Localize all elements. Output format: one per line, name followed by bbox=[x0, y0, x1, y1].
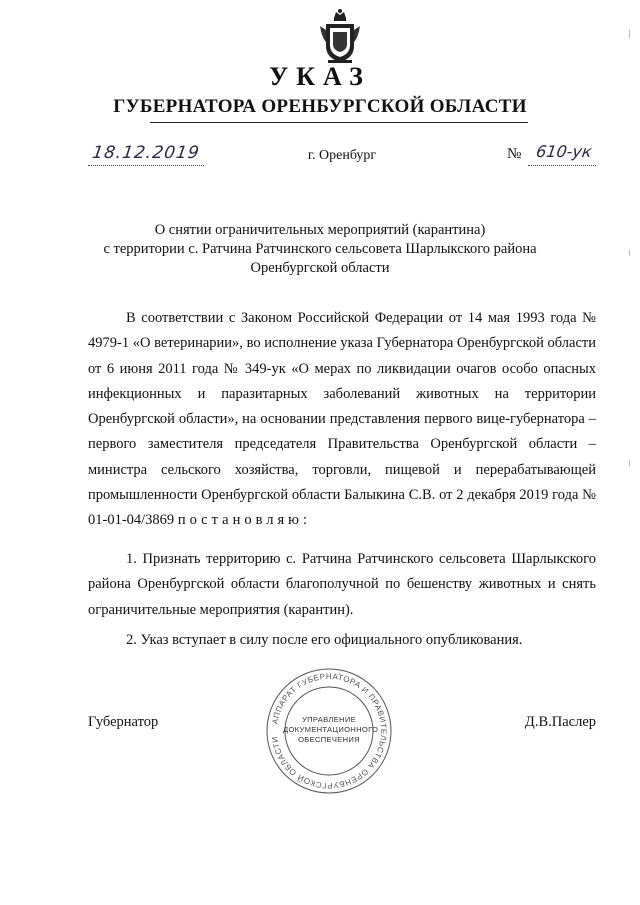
preamble-text: В соответствии с Законом Российской Федерации от 14 мая 1993 года № 4979-1 «О ветеринарии», во исполнение указа Губернатора Оренбургской области от 6 июня 2011 года № 349-ук «О мерах по ликвидации очагов особо опасных инфекционных и паразитарных заболеваний животных на территории Оренбургской области», на основании представления первого вице-губернатора – первого заместителя председателя Правительства Оренбургской области – министра сельского хозяйства, торговли, пищевой и перерабатывающей промышленности Оренбургской области Балыкина С.В. от 2 декабря 2019 года № 01-01-04/3869 bbox=[88, 310, 596, 529]
preamble-paragraph bbox=[88, 306, 596, 534]
signatory-position: Губернатор bbox=[88, 714, 159, 730]
coat-of-arms-icon bbox=[318, 8, 362, 64]
clause-2: 2. Указ вступает в силу после его официального опубликования. bbox=[126, 632, 523, 648]
document-title: УКАЗ bbox=[269, 62, 371, 91]
stamp-line: ОБЕСПЕЧЕНИЯ bbox=[298, 735, 360, 744]
document-heading bbox=[60, 221, 580, 278]
handwritten-number: 610-ук bbox=[534, 142, 594, 161]
heading-line: Оренбургской области bbox=[250, 260, 390, 276]
header-divider bbox=[150, 122, 528, 123]
heading-line: О снятии ограничительных мероприятий (карантина) bbox=[154, 222, 486, 238]
stamp-line: ДОКУМЕНТАЦИОННОГО bbox=[283, 725, 379, 734]
stamp-ring-text: АППАРАТ ГУБЕРНАТОРА И ПРАВИТЕЛЬСТВА ОРЕНБУРГСКОЙ ОБЛАСТИ bbox=[270, 671, 389, 791]
stamp-center-text bbox=[283, 715, 379, 745]
resolution-word: постановляю: bbox=[177, 512, 311, 529]
clause-1: 1. Признать территорию с. Ратчина Ратчинского сельсовета Шарлыкского района Оренбургской области благополучной по бешенству животных и снять ограничительные мероприятия (карантин). bbox=[88, 551, 596, 618]
handwritten-date: 18.12.2019 bbox=[90, 143, 202, 163]
number-label: № bbox=[507, 146, 522, 162]
date-underline bbox=[88, 165, 204, 166]
stamp-line: УПРАВЛЕНИЕ bbox=[302, 715, 356, 724]
document-subtitle: ГУБЕРНАТОРА ОРЕНБУРГСКОЙ ОБЛАСТИ bbox=[113, 96, 527, 117]
heading-line: с территории с. Ратчина Ратчинского сельсовета Шарлыкского района bbox=[103, 241, 537, 257]
signatory-name: Д.В.Паслер bbox=[524, 714, 596, 730]
number-underline bbox=[528, 165, 596, 166]
issuing-city: г. Оренбург bbox=[307, 148, 377, 163]
scan-margin-mark bbox=[629, 30, 630, 38]
scan-margin-mark bbox=[629, 460, 630, 466]
scan-margin-mark bbox=[629, 250, 630, 256]
